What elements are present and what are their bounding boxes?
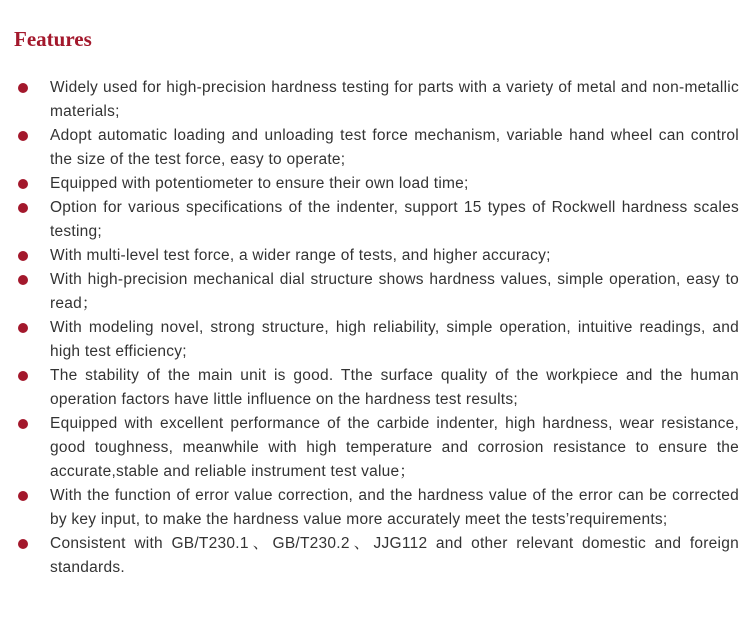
bullet-icon bbox=[18, 491, 28, 501]
feature-text: With modeling novel, strong structure, high reliability, simple operation, intuitive readings, and high test efficiency; bbox=[50, 319, 739, 360]
bullet-icon bbox=[18, 203, 28, 213]
feature-item-2 bbox=[0, 124, 750, 172]
feature-item-11 bbox=[0, 532, 750, 580]
feature-item-7 bbox=[0, 316, 750, 364]
bullet-icon bbox=[18, 539, 28, 549]
bullet-icon bbox=[18, 83, 28, 93]
feature-text: Equipped with potentiometer to ensure their own load time; bbox=[50, 175, 469, 192]
bullet-icon bbox=[18, 131, 28, 141]
feature-item-5 bbox=[0, 244, 750, 268]
feature-text: Equipped with excellent performance of the carbide indenter, high hardness, wear resistance, good toughness, meanwhile with high temperature and corrosion resistance to ensure the accurate,stable and reliable instrument test value； bbox=[50, 415, 739, 480]
feature-item-10 bbox=[0, 484, 750, 532]
feature-text: With the function of error value correction, and the hardness value of the error can be corrected by key input, to make the hardness value more accurately meet the tests’requirements; bbox=[50, 487, 739, 528]
feature-text: Widely used for high-precision hardness testing for parts with a variety of metal and non-metallic materials; bbox=[50, 79, 739, 120]
feature-item-8 bbox=[0, 364, 750, 412]
feature-text: Adopt automatic loading and unloading test force mechanism, variable hand wheel can control the size of the test force, easy to operate; bbox=[50, 127, 739, 168]
bullet-icon bbox=[18, 371, 28, 381]
features-list bbox=[0, 76, 750, 580]
feature-text: With multi-level test force, a wider range of tests, and higher accuracy; bbox=[50, 247, 551, 264]
feature-item-6 bbox=[0, 268, 750, 316]
feature-item-1 bbox=[0, 76, 750, 124]
bullet-icon bbox=[18, 419, 28, 429]
feature-text: Option for various specifications of the indenter, support 15 types of Rockwell hardness scales testing; bbox=[50, 199, 739, 240]
bullet-icon bbox=[18, 251, 28, 261]
feature-text: Consistent with GB/T230.1、GB/T230.2、JJG112 and other relevant domestic and foreign standards. bbox=[50, 535, 739, 576]
bullet-icon bbox=[18, 179, 28, 189]
features-heading: Features bbox=[14, 27, 92, 51]
feature-text: With high-precision mechanical dial structure shows hardness values, simple operation, easy to read； bbox=[50, 271, 739, 312]
bullet-icon bbox=[18, 275, 28, 285]
bullet-icon bbox=[18, 323, 28, 333]
feature-text: The stability of the main unit is good. Tthe surface quality of the workpiece and the human operation factors have little influence on the hardness test results; bbox=[50, 367, 739, 408]
feature-item-9 bbox=[0, 412, 750, 484]
feature-item-4 bbox=[0, 196, 750, 244]
feature-item-3 bbox=[0, 172, 750, 196]
